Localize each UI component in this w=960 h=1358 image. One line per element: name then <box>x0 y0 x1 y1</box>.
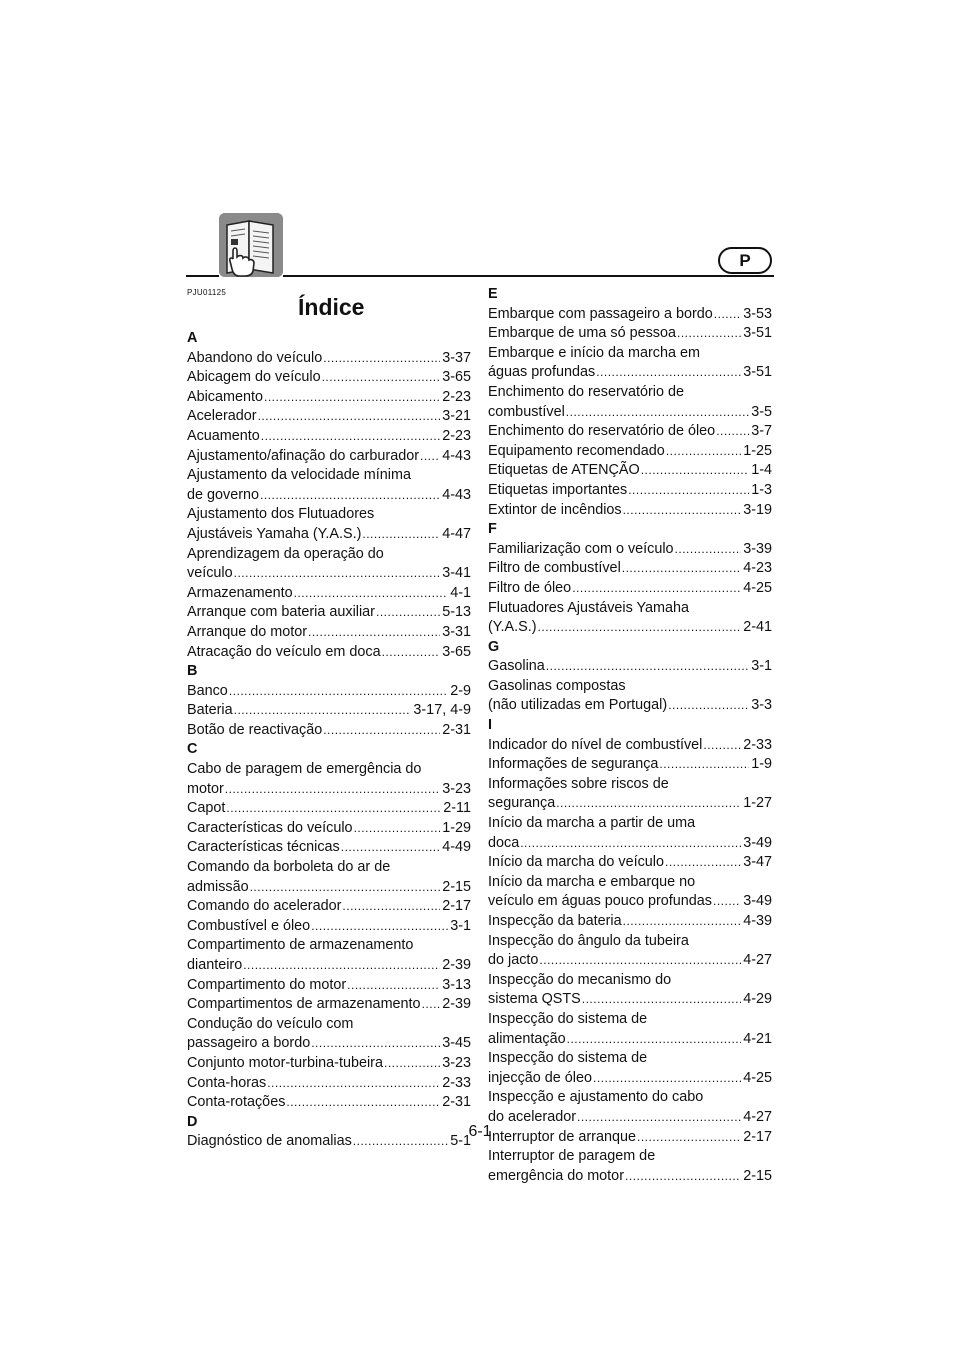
index-entry-label: do jacto <box>488 952 539 969</box>
index-entry-label: (Y.A.S.) <box>488 619 537 636</box>
index-entry-label: Combustível e óleo <box>187 917 311 934</box>
index-entry <box>187 564 471 584</box>
index-entry-label: Compartimentos de armazenamento <box>187 996 421 1013</box>
index-letter: I <box>488 717 492 734</box>
dot-leader <box>354 819 441 839</box>
index-entry <box>187 486 471 506</box>
index-entry-label: Embarque de uma só pessoa <box>488 325 676 342</box>
dot-leader <box>258 407 441 427</box>
index-entry-page: 3-37 <box>442 349 471 366</box>
dot-leader <box>641 461 749 481</box>
index-entry-label: Diagnóstico de anomalias <box>187 1133 352 1150</box>
dot-leader <box>520 834 741 854</box>
dot-leader <box>347 976 440 996</box>
index-entry-label: admissão <box>187 878 249 895</box>
index-entry-label: Etiquetas importantes <box>488 481 628 498</box>
index-entry <box>187 721 471 741</box>
index-entry-page: 2-33 <box>442 1074 471 1091</box>
dot-leader <box>567 1030 742 1050</box>
index-entry-label: de governo <box>187 486 260 503</box>
dot-leader <box>628 481 749 501</box>
index-entry-label: Etiquetas de ATENÇÃO <box>488 462 640 479</box>
dot-leader <box>703 736 741 756</box>
dot-leader <box>677 324 741 344</box>
index-entry-page: 5-13 <box>442 604 471 621</box>
index-entry-line: Inspecção do ângulo da tubeira <box>488 932 689 949</box>
index-entry-label: dianteiro <box>187 957 243 973</box>
dot-leader <box>538 618 742 638</box>
dot-leader <box>716 422 749 442</box>
index-entry-page: 1-3 <box>751 481 772 498</box>
dot-leader <box>250 878 441 898</box>
index-entry-line: Informações sobre riscos de <box>488 775 669 792</box>
index-entry-label: sistema QSTS <box>488 991 581 1008</box>
index-entry <box>187 643 471 663</box>
index-entry <box>488 1069 772 1089</box>
index-entry-page: 2-39 <box>442 957 471 973</box>
index-entry-page: 4-47 <box>442 525 471 542</box>
dot-leader <box>675 540 742 560</box>
index-entry <box>187 819 471 839</box>
index-entry-page: 2-17 <box>442 898 471 915</box>
index-entry-label: Ajustamento/afinação do carburador <box>187 447 419 464</box>
index-entry-page: 4-29 <box>743 991 772 1008</box>
dot-leader <box>294 584 449 604</box>
dot-leader <box>659 755 749 775</box>
index-entry-line: Aprendizagem da operação do <box>187 545 384 562</box>
index-entry-label: águas profundas <box>488 364 596 381</box>
dot-leader <box>229 682 448 702</box>
index-entry <box>488 324 772 344</box>
index-entry <box>187 388 471 408</box>
index-entry <box>488 461 772 481</box>
index-entry-line: Cabo de paragem de emergência do <box>187 761 422 778</box>
index-entry-label: Interruptor de arranque <box>488 1128 636 1145</box>
index-entry-page: 3-51 <box>743 325 772 342</box>
index-entry-label: Enchimento do reservatório de óleo <box>488 423 716 440</box>
index-entry <box>187 1074 471 1094</box>
index-entry-line: Compartimento de armazenamento <box>187 937 414 954</box>
index-entry-page: 4-39 <box>743 913 772 929</box>
index-letter: G <box>488 638 500 655</box>
index-entry-page: 3-65 <box>442 643 471 660</box>
index-entry <box>488 403 772 423</box>
index-entry-line: Interruptor de paragem de <box>488 1148 656 1165</box>
index-entry-label: doca <box>488 834 520 851</box>
index-entry <box>488 1167 772 1187</box>
index-entry-label: Atracação do veículo em doca <box>187 643 381 660</box>
index-entry-page: 4-25 <box>743 579 772 596</box>
dot-leader <box>234 564 441 584</box>
index-entry-page: 3-17, 4-9 <box>413 702 471 719</box>
index-entry <box>187 682 471 702</box>
index-entry-page: 1-25 <box>743 442 772 459</box>
index-entry-label: Banco <box>187 682 228 699</box>
dot-leader <box>539 951 741 971</box>
index-entry-label: Equipamento recomendado <box>488 442 665 459</box>
index-entry-page: 4-21 <box>743 1030 772 1047</box>
index-entry-label: Inspecção da bateria <box>488 913 622 929</box>
dot-leader <box>308 623 440 643</box>
manual-hand-icon <box>219 213 283 277</box>
dot-leader <box>311 917 448 937</box>
index-entry-page: 1-29 <box>442 819 471 836</box>
page-title: Índice <box>298 294 365 320</box>
index-entry-page: 3-5 <box>751 403 772 420</box>
dot-leader <box>311 1034 440 1054</box>
index-entry <box>187 623 471 643</box>
index-entry-page: 4-25 <box>743 1069 772 1086</box>
dot-leader <box>243 956 440 976</box>
index-entry-page: 4-23 <box>743 560 772 577</box>
index-entry-label: (não utilizadas em Portugal) <box>488 697 668 714</box>
dot-leader <box>622 559 741 579</box>
dot-leader <box>341 838 440 858</box>
index-entry <box>187 603 471 623</box>
language-badge: P <box>718 247 772 274</box>
index-entry-page: 3-45 <box>442 1035 471 1052</box>
index-entry-label: passageiro a bordo <box>187 1035 311 1052</box>
index-entry-page: 2-41 <box>743 619 772 636</box>
index-entry-line: Inspecção e ajustamento do cabo <box>488 1089 704 1106</box>
index-entry-line: Início da marcha e embarque no <box>488 873 696 890</box>
index-entry-line: Ajustamento da velocidade mínima <box>187 467 411 484</box>
index-entry <box>187 956 471 976</box>
index-entry <box>187 525 471 545</box>
index-entry-label: emergência do motor <box>488 1167 624 1184</box>
index-entry-label: Início da marcha do veículo <box>488 854 664 871</box>
index-entry-label: Arranque com bateria auxiliar <box>187 604 375 621</box>
index-entry-page: 3-53 <box>743 305 772 322</box>
index-entry-page: 2-31 <box>442 1094 471 1111</box>
dot-leader <box>668 696 749 716</box>
dot-leader <box>422 995 441 1015</box>
dot-leader <box>376 603 440 623</box>
index-entry-label: Comando do acelerador <box>187 898 342 915</box>
index-entry <box>187 897 471 917</box>
dot-leader <box>362 525 440 545</box>
index-entry <box>488 794 772 814</box>
index-entry <box>187 584 471 604</box>
index-entry-label: Conta-horas <box>187 1074 267 1091</box>
dot-leader <box>420 447 440 467</box>
index-entry-label: Ajustáveis Yamaha (Y.A.S.) <box>187 525 362 542</box>
index-entry <box>187 995 471 1015</box>
index-entry-line: Flutuadores Ajustáveis Yamaha <box>488 599 690 616</box>
index-entry <box>187 447 471 467</box>
dot-leader <box>225 780 440 800</box>
index-entry-page: 2-39 <box>442 996 471 1013</box>
dot-leader <box>566 403 749 423</box>
index-entry <box>187 1054 471 1074</box>
dot-leader <box>596 363 741 383</box>
index-entry-label: Familiarização com o veículo <box>488 540 674 557</box>
index-entry-label: Conjunto motor-turbina-tubeira <box>187 1054 383 1071</box>
index-entry-label: motor <box>187 780 224 797</box>
index-entry <box>187 838 471 858</box>
index-entry <box>187 780 471 800</box>
index-entry-page: 3-41 <box>442 565 471 582</box>
index-entry-label: Informações de segurança <box>488 756 659 773</box>
index-entry-label: Filtro de combustível <box>488 560 621 577</box>
index-entry-page: 2-23 <box>442 388 471 405</box>
index-entry-line: Comando da borboleta do ar de <box>187 859 391 876</box>
index-entry-label: Gasolina <box>488 658 545 675</box>
index-entry-label: Botão de reactivação <box>187 721 323 738</box>
dot-leader <box>382 643 441 663</box>
dot-leader <box>323 349 440 369</box>
index-entry <box>488 305 772 325</box>
index-entry <box>187 1034 471 1054</box>
dot-leader <box>556 794 741 814</box>
index-letter: B <box>187 663 198 680</box>
index-right-column <box>488 285 772 1186</box>
index-entry-page: 3-21 <box>442 408 471 425</box>
index-entry-line: Inspecção do sistema de <box>488 1010 648 1027</box>
index-entry-label: do acelerador <box>488 1108 577 1125</box>
dot-leader <box>665 853 741 873</box>
index-entry-page: 3-7 <box>751 423 772 440</box>
index-entry-page: 1-4 <box>751 462 772 479</box>
index-entry <box>488 990 772 1010</box>
index-entry-line: Gasolinas compostas <box>488 677 626 694</box>
index-letter: F <box>488 521 497 538</box>
index-entry <box>488 363 772 383</box>
index-entry <box>488 442 772 462</box>
index-entry <box>488 755 772 775</box>
index-entry-line: Embarque e início da marcha em <box>488 344 700 361</box>
dot-leader <box>260 486 440 506</box>
index-entry-page: 5-1 <box>450 1133 471 1150</box>
index-entry-page: 1-27 <box>743 795 772 812</box>
index-entry <box>488 618 772 638</box>
index-entry <box>488 1030 772 1050</box>
index-letter: E <box>488 286 498 302</box>
index-entry <box>488 853 772 873</box>
index-entry-label: Abicagem do veículo <box>187 369 321 386</box>
index-entry-page: 1-9 <box>751 756 772 773</box>
index-entry-label: Extintor de incêndios <box>488 501 622 518</box>
index-entry-line: Inspecção do sistema de <box>488 1050 648 1067</box>
index-entry-page: 3-23 <box>442 1054 471 1071</box>
index-entry-label: Acelerador <box>187 408 257 425</box>
index-entry-page: 4-43 <box>442 486 471 503</box>
index-entry <box>187 917 471 937</box>
index-entry-line: Ajustamento dos Flutuadores <box>187 506 375 523</box>
index-entry-page: 2-23 <box>442 427 471 444</box>
index-letter: C <box>187 741 198 758</box>
index-entry-label: Abandono do veículo <box>187 349 323 366</box>
index-entry <box>187 976 471 996</box>
index-entry-label: Arranque do motor <box>187 623 307 640</box>
index-entry <box>488 481 772 501</box>
dot-leader <box>546 657 749 677</box>
dot-leader <box>264 388 440 408</box>
index-entry-page: 4-49 <box>442 839 471 856</box>
index-entry-label: Embarque com passageiro a bordo <box>488 305 713 322</box>
index-entry-label: injecção de óleo <box>488 1069 593 1086</box>
index-entry <box>187 878 471 898</box>
index-entry-label: Características técnicas <box>187 839 340 856</box>
index-entry-label: Indicador do nível de combustível <box>488 736 703 753</box>
dot-leader <box>234 701 412 721</box>
dot-leader <box>623 501 742 521</box>
index-entry-label: combustível <box>488 403 565 420</box>
index-entry-page: 4-1 <box>450 584 471 601</box>
index-entry <box>488 657 772 677</box>
index-entry <box>187 368 471 388</box>
reference-code: PJU01125 <box>187 288 227 297</box>
index-entry <box>488 696 772 716</box>
index-entry <box>187 701 471 721</box>
index-entry <box>187 407 471 427</box>
index-entry-label: Capot <box>187 800 226 817</box>
index-entry <box>488 501 772 521</box>
index-entry-line: Condução do veículo com <box>187 1015 354 1032</box>
index-entry-page: 2-9 <box>450 682 471 699</box>
index-entry-page: 3-51 <box>743 364 772 381</box>
index-entry-label: Armazenamento <box>187 584 293 601</box>
index-entry <box>187 427 471 447</box>
dot-leader <box>593 1069 741 1089</box>
index-letter: D <box>187 1113 198 1130</box>
index-entry <box>488 892 772 912</box>
index-entry-label: Filtro de óleo <box>488 579 572 596</box>
index-entry-label: Bateria <box>187 702 233 719</box>
index-entry-label: alimentação <box>488 1030 566 1047</box>
dot-leader <box>384 1054 440 1074</box>
dot-leader <box>666 442 741 462</box>
dot-leader <box>261 427 440 447</box>
index-entry-label: segurança <box>488 795 556 812</box>
index-entry-page: 3-39 <box>743 540 772 557</box>
dot-leader <box>286 1093 440 1113</box>
index-entry-page: 2-15 <box>442 878 471 895</box>
index-entry <box>187 349 471 369</box>
dot-leader <box>322 368 441 388</box>
index-entry-line: Início da marcha a partir de uma <box>488 815 696 832</box>
index-entry-label: veículo em águas pouco profundas <box>488 893 713 910</box>
index-entry-label: Abicamento <box>187 388 263 405</box>
index-entry <box>187 799 471 819</box>
index-entry <box>488 912 772 932</box>
index-entry-page: 2-15 <box>743 1167 772 1184</box>
dot-leader <box>713 892 741 912</box>
index-entry-label: Acuamento <box>187 427 260 444</box>
index-entry-page: 3-65 <box>442 369 471 386</box>
index-entry-label: veículo <box>187 565 233 582</box>
index-entry <box>488 834 772 854</box>
index-entry-label: Características do veículo <box>187 819 353 836</box>
index-entry-page: 3-23 <box>442 780 471 797</box>
index-entry-page: 3-3 <box>751 697 772 714</box>
index-entry <box>187 1093 471 1113</box>
index-entry-page: 2-11 <box>443 800 471 817</box>
index-letter: A <box>187 330 198 346</box>
dot-leader <box>267 1074 440 1094</box>
dot-leader <box>226 799 441 819</box>
index-entry-page: 2-33 <box>743 736 772 753</box>
index-entry-page: 4-27 <box>743 1108 772 1125</box>
index-entry-label: Compartimento do motor <box>187 976 347 993</box>
index-entry <box>488 540 772 560</box>
index-entry-page: 3-47 <box>743 854 772 871</box>
dot-leader <box>323 721 440 741</box>
dot-leader <box>582 990 741 1010</box>
index-entry <box>488 951 772 971</box>
index-entry-page: 3-1 <box>450 917 471 934</box>
index-entry-line: Inspecção do mecanismo do <box>488 971 672 988</box>
dot-leader <box>342 897 440 917</box>
index-entry-page: 3-19 <box>743 501 772 518</box>
index-left-column <box>187 329 471 1152</box>
page-number: 6-1 <box>468 1123 492 1140</box>
index-entry-page: 3-31 <box>442 623 471 640</box>
index-entry-page: 3-13 <box>442 976 471 993</box>
index-entry-page: 2-31 <box>442 721 471 738</box>
dot-leader <box>625 1167 741 1187</box>
index-entry <box>488 422 772 442</box>
index-entry-page: 4-43 <box>442 447 471 464</box>
dot-leader <box>623 912 742 932</box>
index-entry-page: 3-49 <box>743 893 772 910</box>
dot-leader <box>572 579 741 599</box>
index-entry-page: 4-27 <box>743 952 772 969</box>
index-entry-label: Conta-rotações <box>187 1094 286 1111</box>
index-entry-line: Enchimento do reservatório de <box>488 383 684 400</box>
index-entry <box>488 579 772 599</box>
dot-leader <box>714 305 741 325</box>
index-entry-page: 3-1 <box>751 658 772 675</box>
index-entry <box>488 559 772 579</box>
index-entry <box>488 736 772 756</box>
index-entry-page: 2-17 <box>743 1128 772 1145</box>
index-entry-page: 3-49 <box>743 834 772 851</box>
